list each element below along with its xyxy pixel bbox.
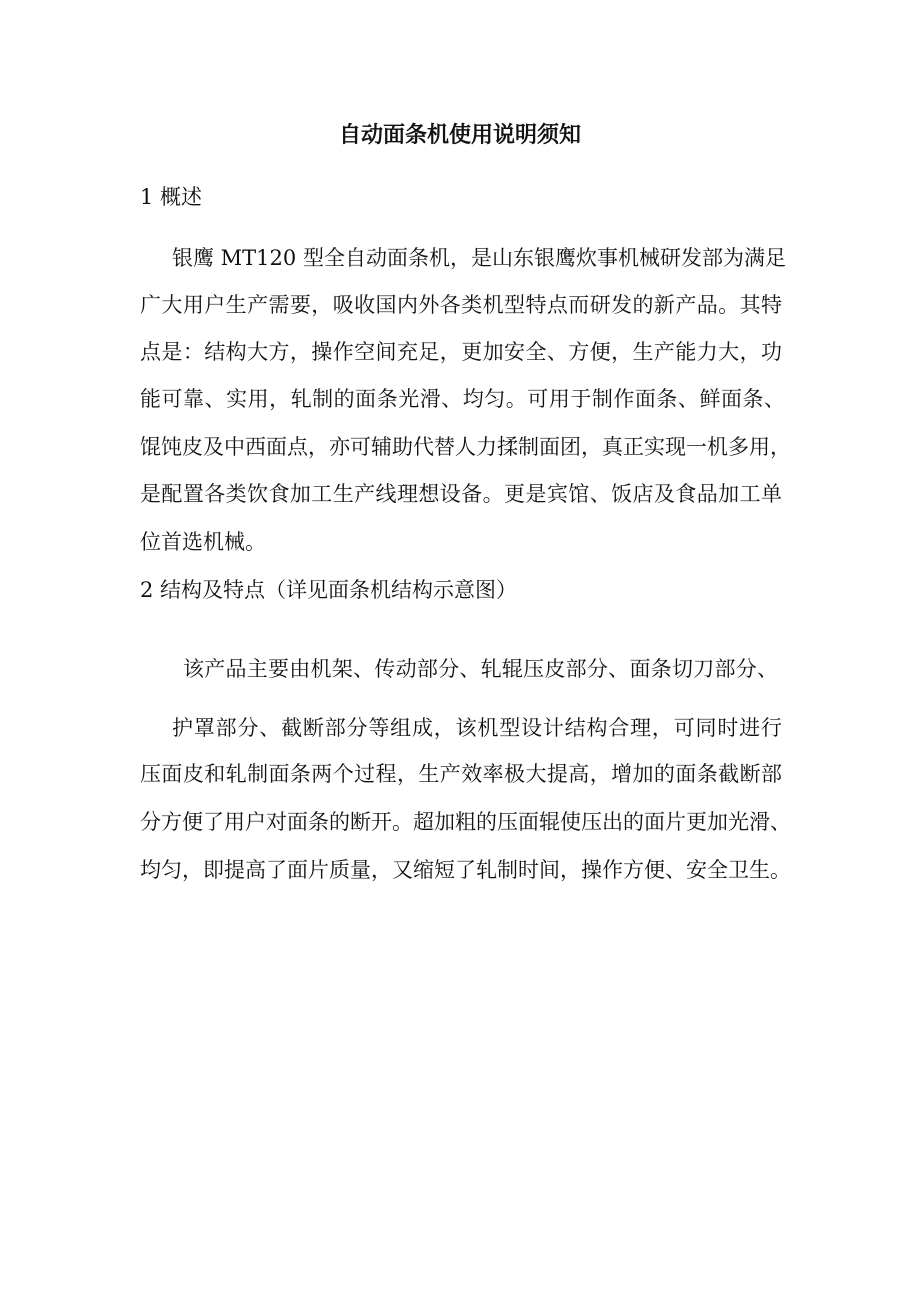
section-1-heading: 1 概述 — [140, 185, 203, 209]
paragraph-line: 压面皮和轧制面条两个过程，生产效率极大提高，增加的面条截断部 — [140, 762, 782, 786]
paragraph-line: 位首选机械。 — [140, 530, 266, 554]
paragraph-line: 该产品主要由机架、传动部分、轧辊压皮部分、面条切刀部分、 — [183, 657, 778, 681]
document-title: 自动面条机使用说明须知 — [338, 123, 581, 148]
section-2-heading: 2 结构及特点（详见面条机结构示意图） — [140, 578, 518, 602]
paragraph-line: 广大用户生产需要，吸收国内外各类机型特点而研发的新产品。其特 — [140, 293, 782, 317]
paragraph-line: 分方便了用户对面条的断开。超加粗的压面辊使压出的面片更加光滑、 — [140, 810, 791, 834]
paragraph-line: 银鹰 MT120 型全自动面条机，是山东银鹰炊事机械研发部为满足 — [172, 246, 786, 270]
paragraph-line: 点是：结构大方，操作空间充足，更加安全、方便，生产能力大，功 — [140, 340, 782, 364]
paragraph-line: 是配置各类饮食加工生产线理想设备。更是宾馆、饭店及食品加工单 — [140, 482, 782, 506]
paragraph-line: 能可靠、实用，轧制的面条光滑、均匀。可用于制作面条、鲜面条、 — [140, 387, 785, 411]
paragraph-line: 护罩部分、截断部分等组成，该机型设计结构合理，可同时进行 — [172, 716, 782, 740]
paragraph-line: 均匀，即提高了面片质量，又缩短了轧制时间，操作方便、安全卫生。 — [140, 858, 791, 882]
paragraph-line: 馄饨皮及中西面点，亦可辅助代替人力揉制面团，真正实现一机多用， — [140, 435, 791, 459]
